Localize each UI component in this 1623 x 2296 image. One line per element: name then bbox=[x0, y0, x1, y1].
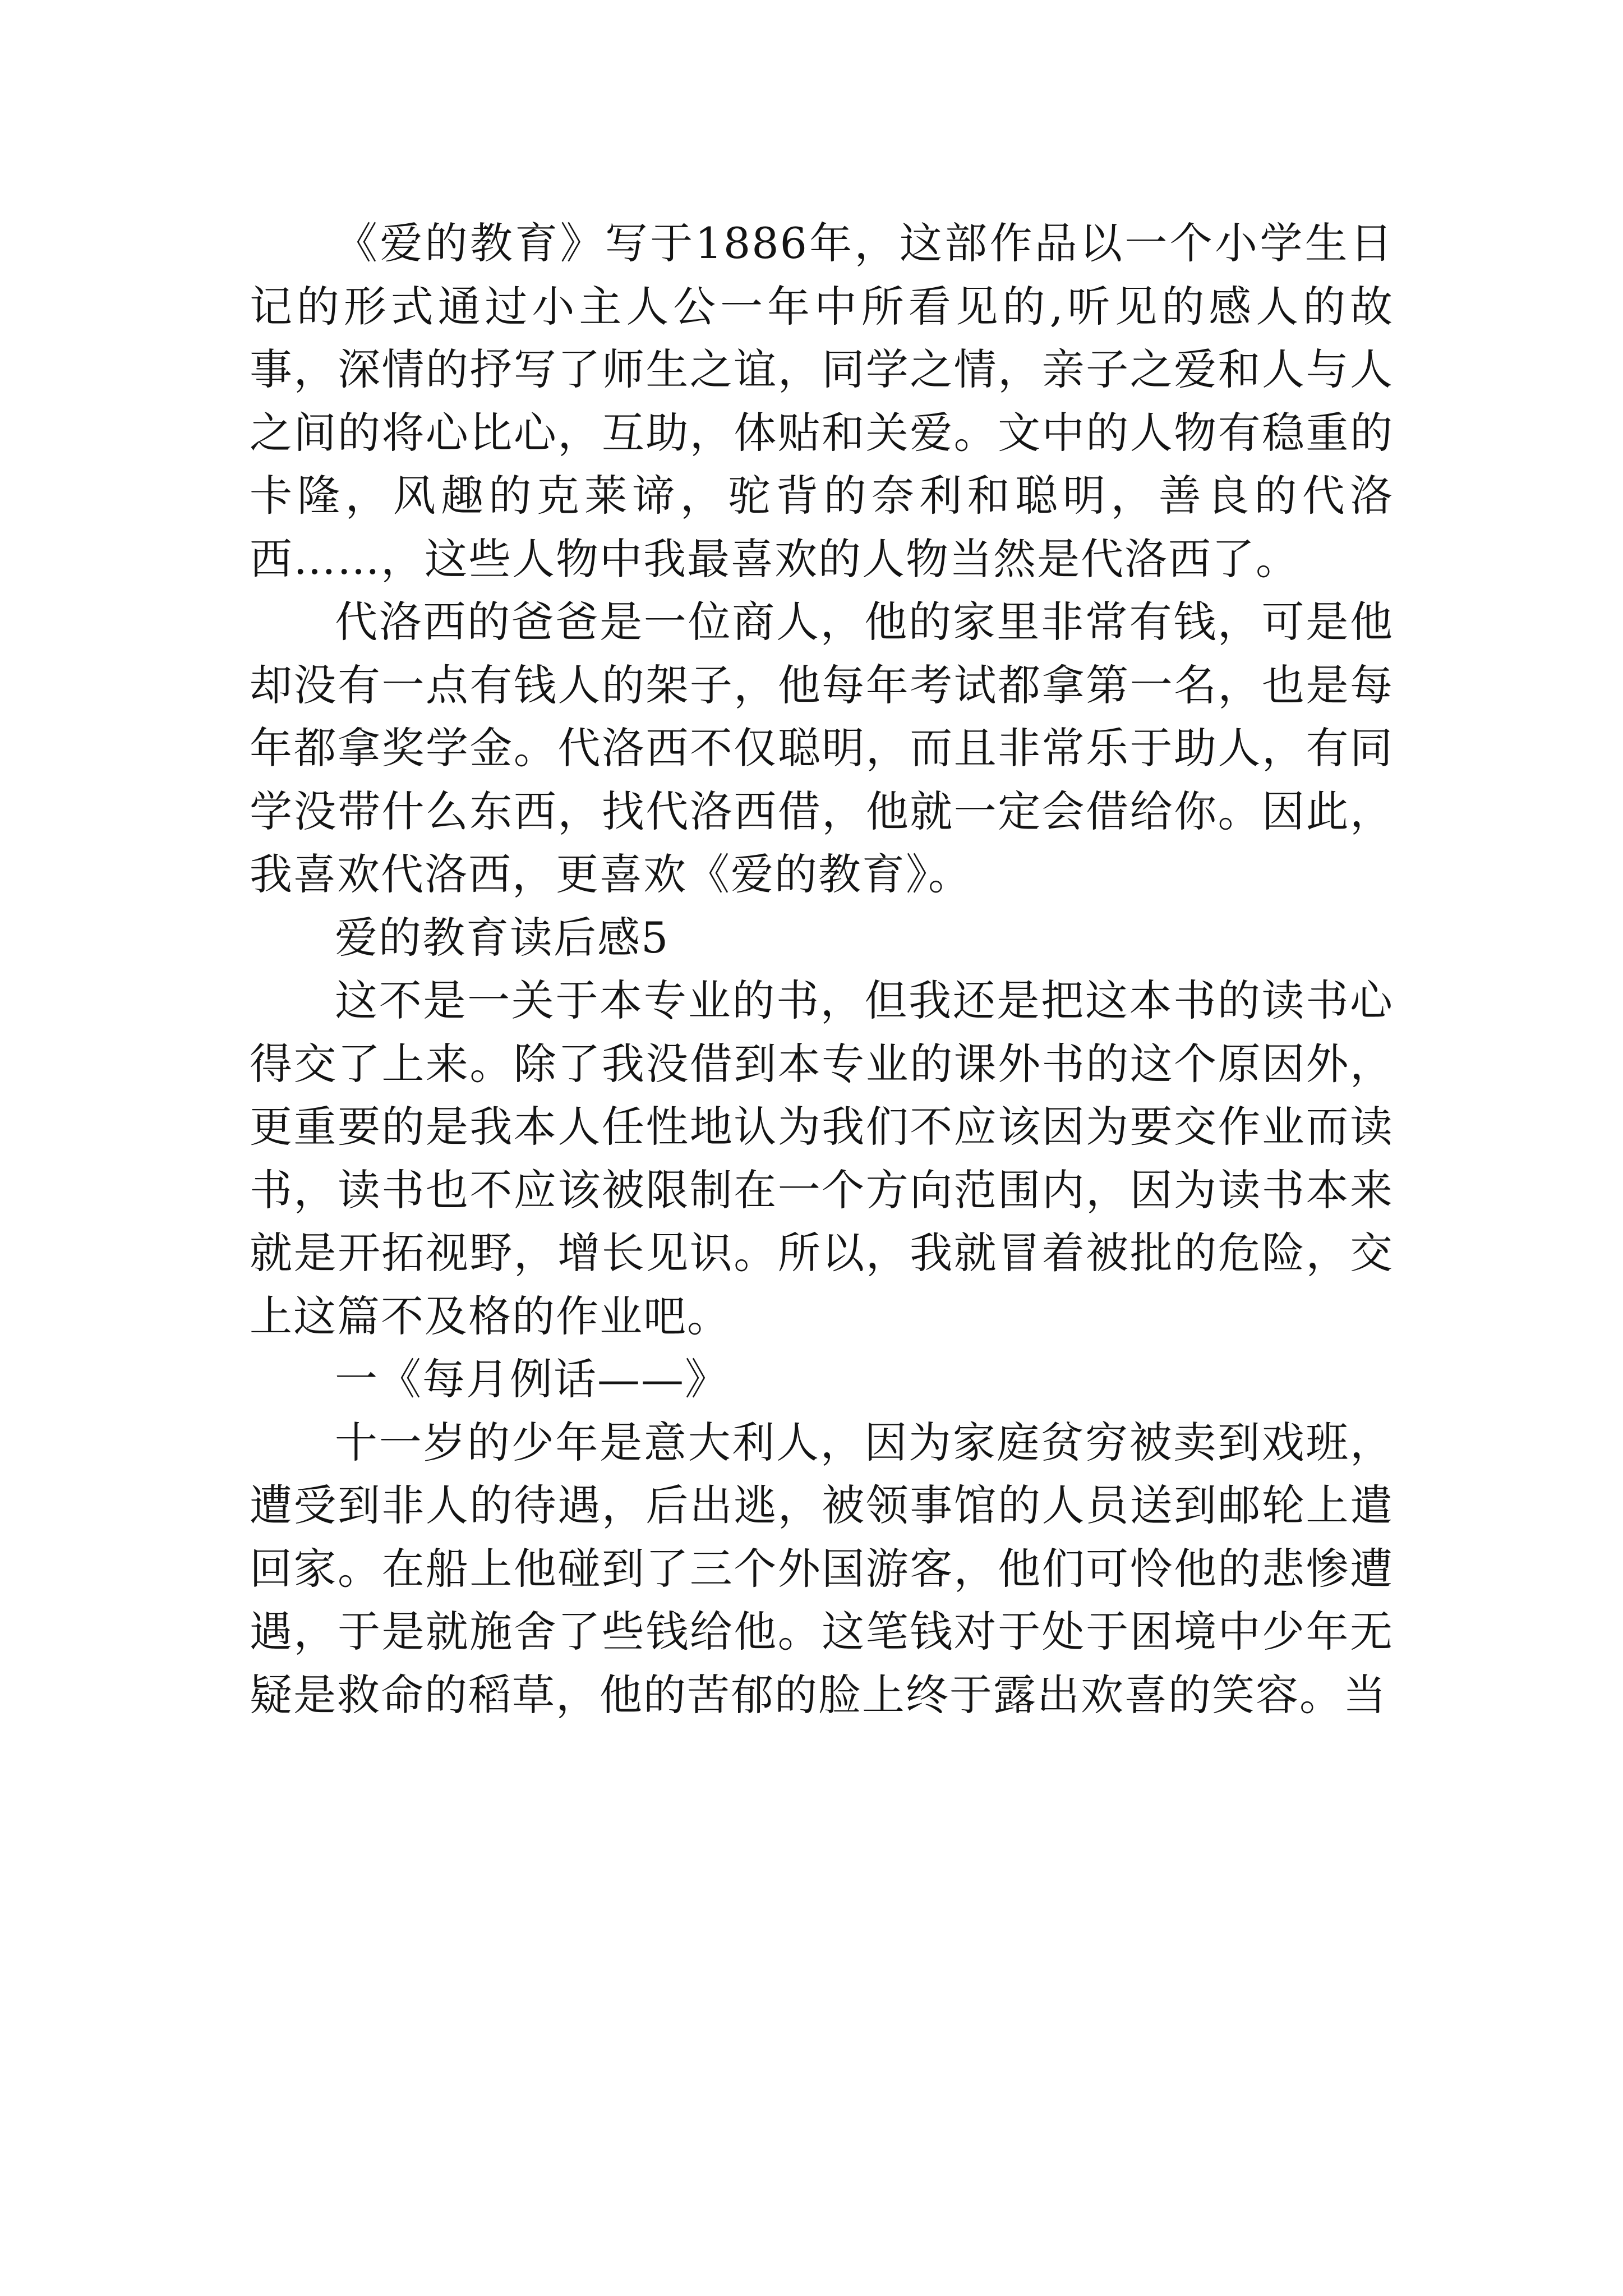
body-text bbox=[250, 212, 1394, 1727]
paragraph-4: 十一岁的少年是意大利人，因为家庭贫穷被卖到戏班，遭受到非人的待遇，后出逃，被领事馆的人员送到邮轮上遣回家。在船上他碰到了三个外国游客，他们可怜他的悲惨遭遇，于是就施舍了些钱给他。这笔钱对于处于困境中少年无疑是救命的稻草，他的苦郁的脸上终于露出欢喜的笑容。当 bbox=[250, 1417, 1394, 1720]
paragraph-2: 代洛西的爸爸是一位商人，他的家里非常有钱，可是他却没有一点有钱人的架子，他每年考试都拿第一名，也是每年都拿奖学金。代洛西不仅聪明，而且非常乐于助人，有同学没带什么东西，找代洛西借，他就一定会借给你。因此，我喜欢代洛西，更喜欢《爱的教育》。 bbox=[250, 597, 1394, 899]
paragraph-3: 这不是一关于本专业的书，但我还是把这本书的读书心得交了上来。除了我没借到本专业的课外书的这个原因外，更重要的是我本人任性地认为我们不应该因为要交作业而读书，读书也不应该被限制在一个方向范围内，因为读书本来就是开拓视野，增长见识。所以，我就冒着被批的危险，交上这篇不及格的作业吧。 bbox=[250, 976, 1394, 1341]
section-heading: 爱的教育读后感5 bbox=[335, 912, 670, 963]
subsection-heading: 一《每月例话——》 bbox=[335, 1354, 728, 1404]
paragraph-1: 《爱的教育》写于1886年，这部作品以一个小学生日记的形式通过小主人公一年中所看见的,听见的感人的故事，深情的抒写了师生之谊，同学之情，亲子之爱和人与人之间的将心比心，互助，体贴和关爱。文中的人物有稳重的卡隆，风趣的克莱谛，驼背的奈利和聪明，善良的代洛西……，这些人物中我最喜欢的人物当然是代洛西了。 bbox=[250, 218, 1394, 584]
